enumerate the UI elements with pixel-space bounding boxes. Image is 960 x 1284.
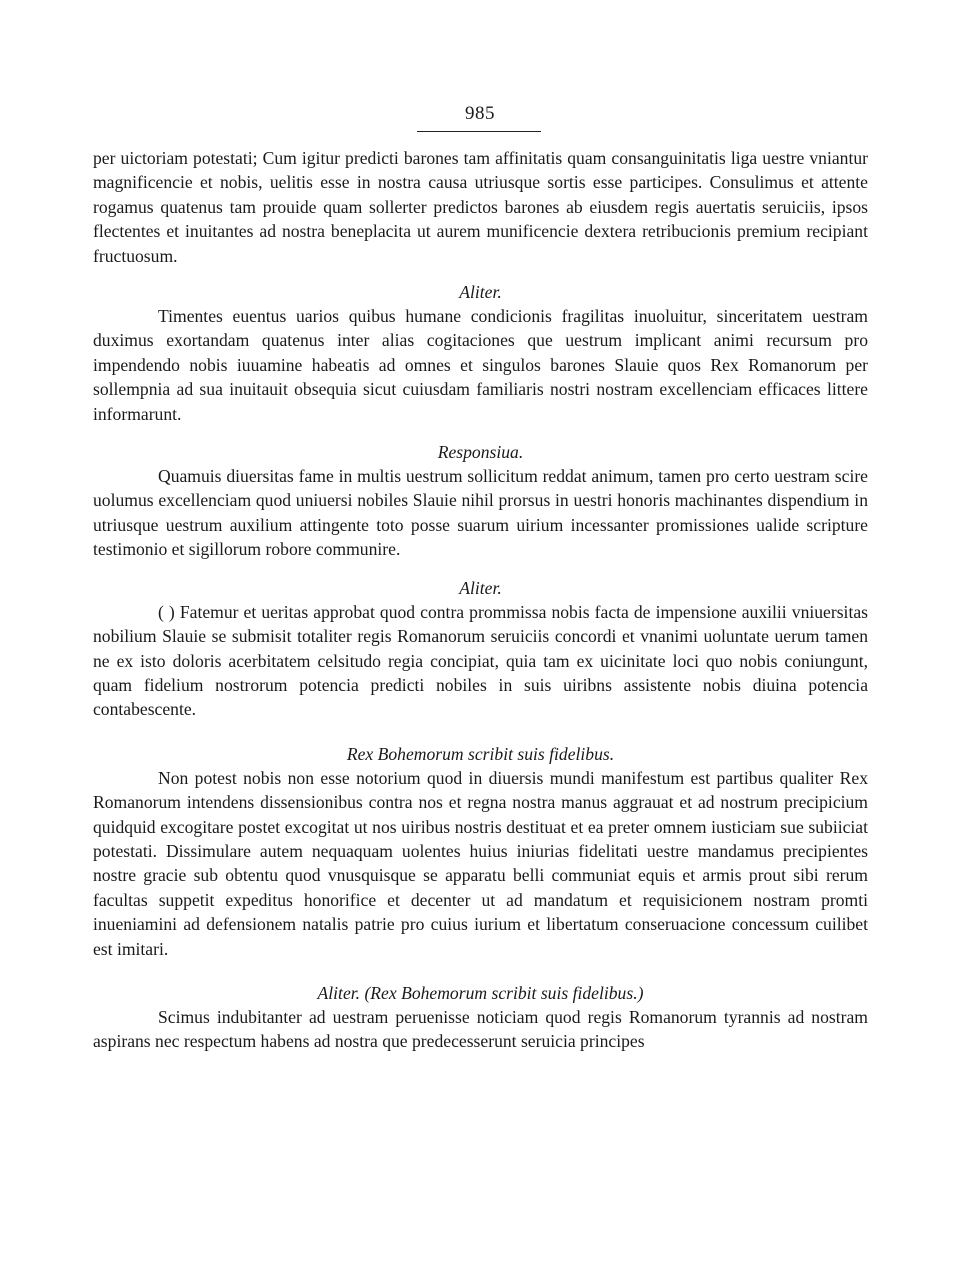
paragraph-continuation: per uictoriam potestati; Cum igitur predicti barones tam affinitatis quam consanguinitatis liga uestre vniantur magnificencie et nobis, uelitis esse in nostra causa utriusque sortis esse participes. Consulimus et attente rogamus quatenus tam prouide quam sollerter predictos barones ab eiusdem regis auertatis seruiciis, ipsos flectentes et inuitantes ad nostra beneplacita ut aurem munificencie dextera retribucionis premium recipiant fructuosum. [93,148,868,266]
paragraph-responsiua: Quamuis diuersitas fame in multis uestrum sollicitum reddat animum, tamen pro certo uestram scire uolumus excellenciam quod uniuersi nobiles Slauie nihil prorsus in uestri honoris machinantes dispendium in utriusque uestrum auxilium attingente toto posse suarum uirium incessanter promissiones ualide scripture testimonio et sigillorum robore communire. [93,466,868,560]
section-heading-responsiua: Responsiua. [437,442,524,463]
paragraph-aliter-1: Timentes euentus uarios quibus humane condicionis fragilitas inuoluitur, sinceritatem uestram duximus exortandam quatenus inter alias cogitaciones que uestrum implicant animi recursum pro impendendo nobis iuuamine habeatis ad omnes et singulos barones Slauie quos Rex Romanorum per sollempnia ad sua inuitauit obsequia sicut cuiusdam familiaris nostri nostram excellenciam efficaces littere informarunt. [93,306,868,424]
section-heading-aliter-1: Aliter. [459,282,502,303]
header-rule [417,131,541,132]
section-heading-aliter-rex-bohemorum: Aliter. (Rex Bohemorum scribit suis fidelibus.) [317,982,644,1003]
section-heading-aliter-2: Aliter. [459,577,502,598]
paragraph-rex-bohemorum: Non potest nobis non esse notorium quod in diuersis mundi manifestum est partibus qualiter Rex Romanorum intendens dissensionibus contra nos et regna nostra manus aggrauat et ad nostrum precipicium quidquid excogitare postet excogitat ut nos uiribus nostris destituat et ea preter omnem iusticiam sue subiiciat potestati. Dissimulare autem nequaquam uolentes huius iniurias fidelitati uestre mandamus precipientes nostre gracie sub obtentu quod vnusquisque se apparatu belli communiat equis et armis prout sibi rerum facultas suppetit expeditus honorifice et decenter ut ad mandatum et requisicionem nostram promti inueniamini ad defensionem natalis patrie pro cuius iurium et libertatum conseruacione concessum cuilibet est imitari. [93,767,868,959]
paragraph-aliter-rex-bohemorum: Scimus indubitanter ad uestram peruenisse noticiam quod regis Romanorum tyrannis ad nostram aspirans nec respectum habens ad nostra que predecesserunt seruicia principes [93,1006,868,1052]
paragraph-aliter-2: ( ) Fatemur et ueritas approbat quod contra prommissa nobis facta de impensione auxilii vniuersitas nobilium Slauie se submisit totaliter regis Romanorum seruiciis concordi et vnanimi uoluntate uerum tamen ne ex isto doloris acerbitatem celsitudo regia concipiat, quia tam ex uicinitate loci quo nobis coniungunt, quam fidelium nostrorum potencia predicti nobiles in suis uiribns assistente nobis diuina potencia contabescente. [93,601,868,720]
page-number: 985 [465,103,495,124]
document-body [93,146,868,1054]
section-heading-rex-bohemorum: Rex Bohemorum scribit suis fidelibus. [346,743,615,764]
